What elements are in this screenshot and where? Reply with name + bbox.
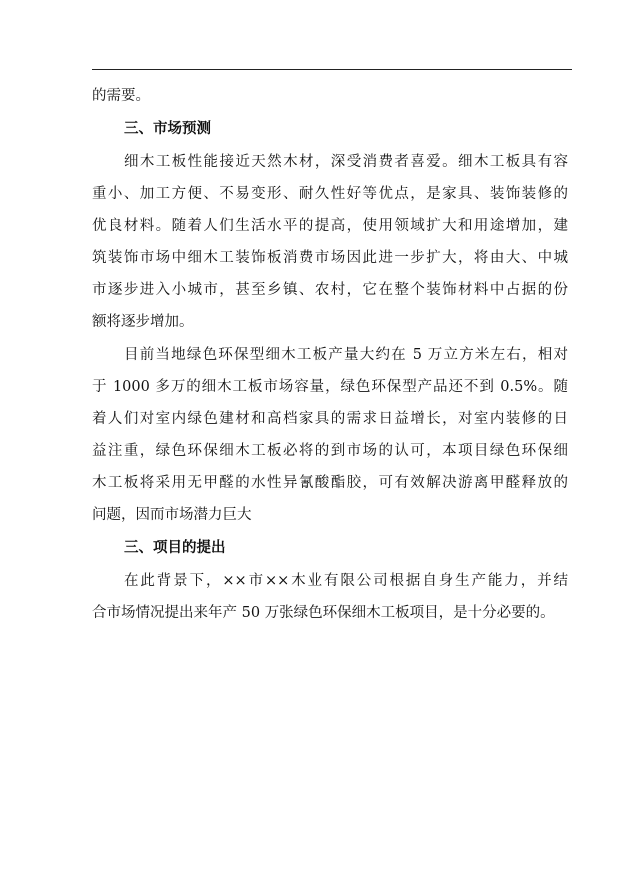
paragraph-line: 在此背景下，××市××木业有限公司根据自身生产能力，并结 — [124, 573, 568, 589]
continuation-text: 的需要。 — [92, 88, 150, 104]
paragraph-line: 问题，因而市场潜力巨大 — [92, 507, 252, 523]
paragraph-line: 益注重，绿色环保细木工板必将的到市场的认可，本项目绿色环保细 — [92, 443, 568, 459]
paragraph-line: 合市场情况提出来年产 50 万张绿色环保细木工板项目，是十分必要的。 — [92, 605, 555, 621]
paragraph-line: 优良材料。随着人们生活水平的提高，使用领域扩大和用途增加，建 — [92, 218, 568, 234]
section-heading-market-forecast: 三、市场预测 — [124, 120, 211, 137]
paragraph-line: 重小、加工方便、不易变形、耐久性好等优点，是家具、装饰装修的 — [92, 186, 568, 202]
paragraph-line: 木工板将采用无甲醛的水性异氰酸酯胶，可有效解决游离甲醛释放的 — [92, 475, 568, 491]
paragraph-line: 额将逐步增加。 — [92, 314, 194, 330]
paragraph-line: 目前当地绿色环保型细木工板产量大约在 5 万立方米左右，相对 — [124, 347, 568, 363]
paragraph-line: 细木工板性能接近天然木材，深受消费者喜爱。细木工板具有容 — [124, 154, 568, 170]
header-rule — [92, 69, 572, 70]
paragraph-line: 筑装饰市场中细木工装饰板消费市场因此进一步扩大，将由大、中城 — [92, 250, 568, 266]
paragraph-line: 市逐步进入小城市，甚至乡镇、农村，它在整个装饰材料中占据的份 — [92, 282, 568, 298]
paragraph-line: 着人们对室内绿色建材和高档家具的需求日益增长，对室内装修的日 — [92, 411, 568, 427]
section-heading-project-proposal: 三、项目的提出 — [124, 539, 226, 556]
paragraph-line: 于 1000 多万的细木工板市场容量，绿色环保型产品还不到 0.5%。随 — [92, 379, 568, 395]
